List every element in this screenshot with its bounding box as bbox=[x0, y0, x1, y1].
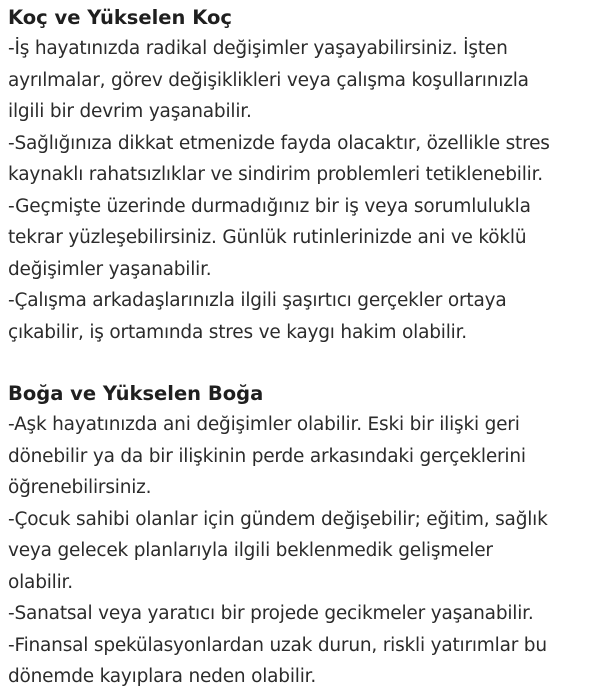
text-line: öğrenebilirsiniz. bbox=[8, 477, 152, 498]
text-line: -Finansal spekülasyonlardan uzak durun, riskli yatırımlar bu bbox=[8, 634, 547, 656]
text-line: -Sanatsal veya yaratıcı bir projede gecikmeler yaşanabilir. bbox=[8, 603, 534, 624]
text-line: çıkabilir, iş ortamında stres ve kaygı hakim olabilir. bbox=[8, 321, 467, 343]
text-line: ilgili bir devrim yaşanabilir. bbox=[8, 101, 252, 122]
section-title: Boğa ve Yükselen Boğa bbox=[8, 382, 264, 405]
text-line: -Çocuk sahibi olanlar için gündem değişebilir; eğitim, sağlık bbox=[8, 508, 548, 530]
text-line: -Geçmişte üzerinde durmadığınız bir iş veya sorumlulukla bbox=[8, 195, 531, 217]
text-line: -Sağlığınıza dikkat etmenizde fayda olacaktır, özellikle stres bbox=[8, 132, 550, 154]
text-line: veya gelecek planlarıyla ilgili beklenmedik gelişmeler bbox=[8, 540, 493, 561]
section-boga bbox=[8, 378, 591, 693]
text-line: dönebilir ya da bir ilişkinin perde arkasındaki gerçeklerini bbox=[8, 445, 526, 467]
text-line: tekrar yüzleşebilirsiniz. Günlük rutinlerinizde ani ve köklü bbox=[8, 227, 527, 248]
text-line: -İş hayatınızda radikal değişimler yaşayabilirsiniz. İşten bbox=[8, 38, 508, 59]
text-line: kaynaklı rahatsızlıklar ve sindirim problemleri tetiklenebilir. bbox=[8, 164, 543, 185]
text-line: dönemde kayıplara neden olabilir. bbox=[8, 666, 317, 687]
section-title: Koç ve Yükselen Koç bbox=[8, 6, 232, 29]
text-line: olabilir. bbox=[8, 571, 73, 593]
text-line: değişimler yaşanabilir. bbox=[8, 258, 212, 280]
section-spacer bbox=[8, 348, 591, 378]
text-line: -Çalışma arkadaşlarınızla ilgili şaşırtıcı gerçekler ortaya bbox=[8, 290, 507, 311]
text-line: -Aşk hayatınızda ani değişimler olabilir. Eski bir ilişki geri bbox=[8, 414, 520, 435]
text-line: ayrılmalar, görev değişiklikleri veya çalışma koşullarınızla bbox=[8, 69, 529, 91]
section-koc bbox=[8, 2, 591, 348]
